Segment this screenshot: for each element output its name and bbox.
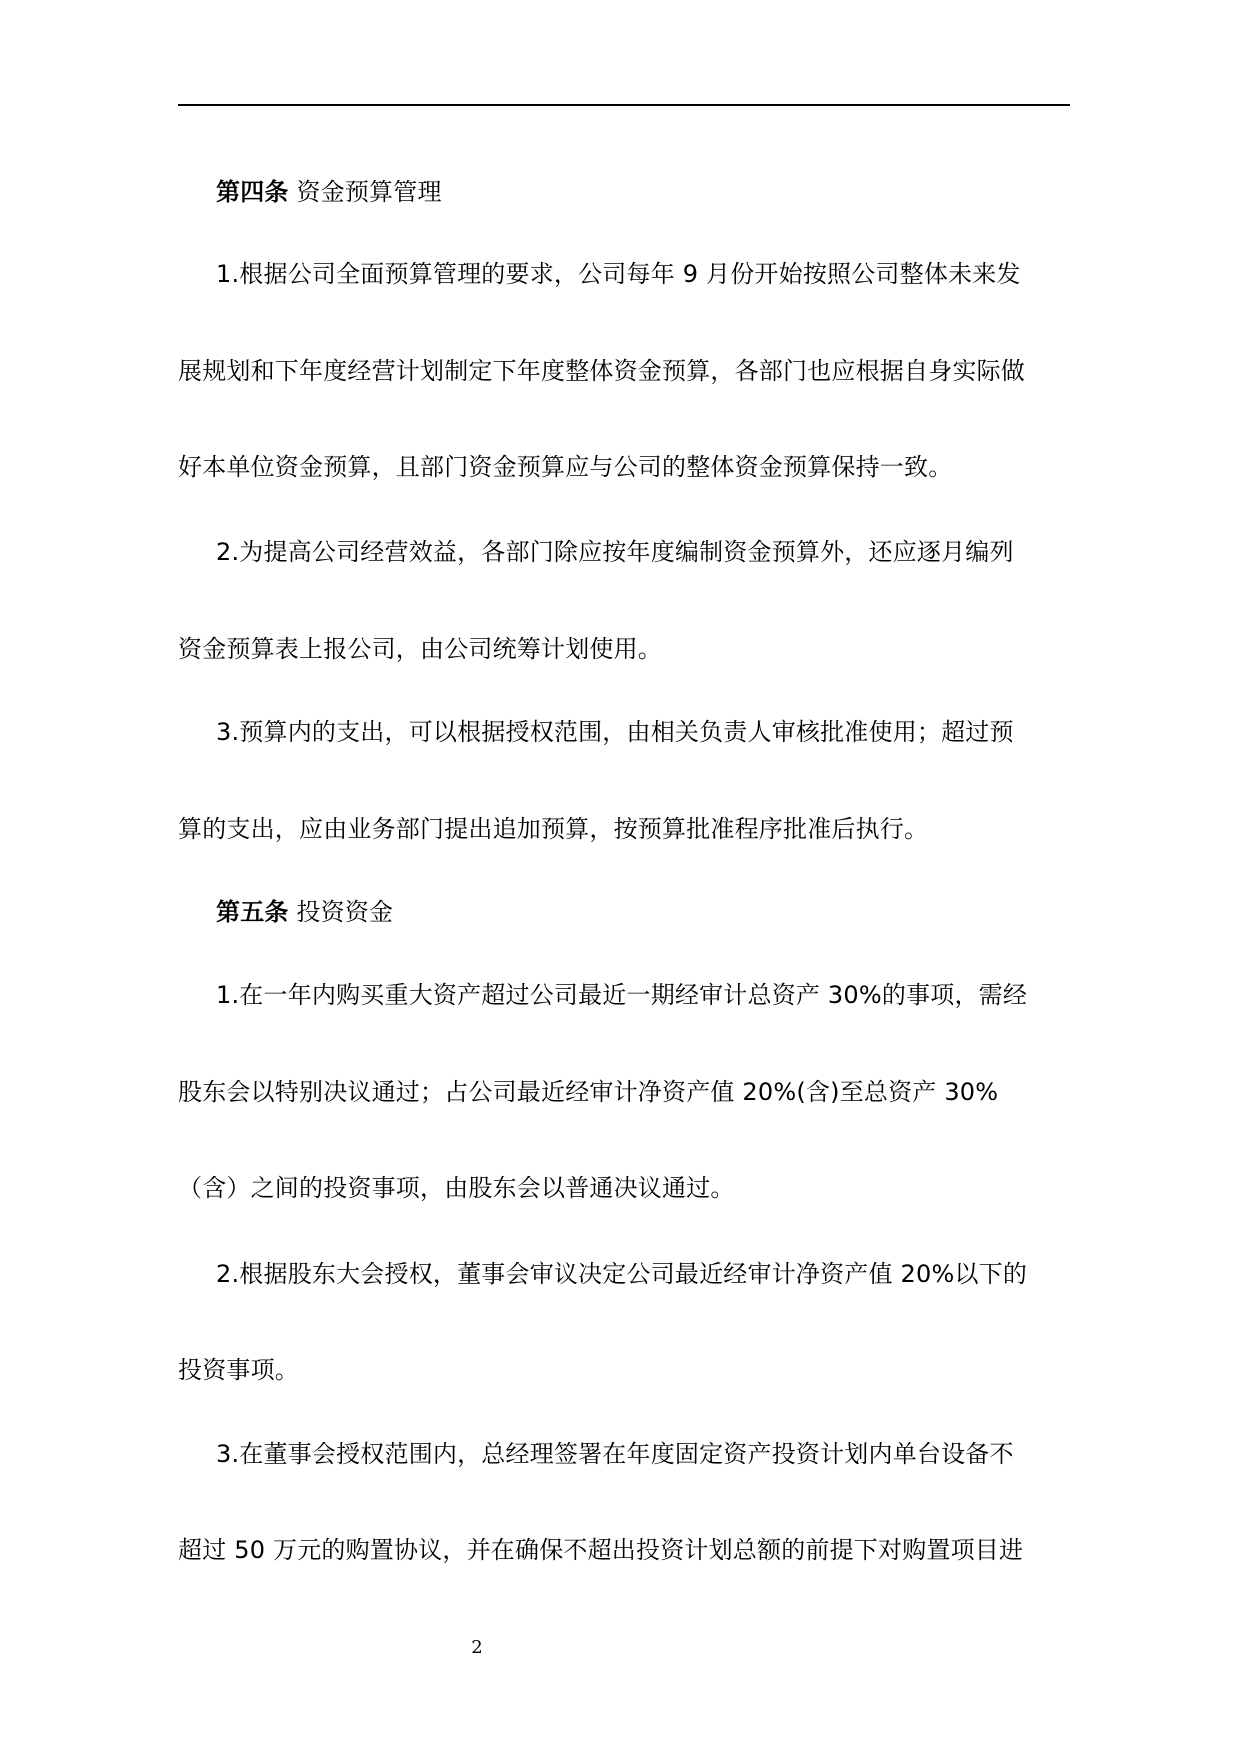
section4-heading-number: 第四条 (216, 178, 289, 206)
section4-p1-line2: 展规划和下年度经营计划制定下年度整体资金预算，各部门也应根据自身实际做 (178, 357, 1025, 385)
section5-p1-line2: 股东会以特别决议通过；占公司最近经审计净资产值 20%(含)至总资产 30% (178, 1078, 999, 1106)
section5-heading (216, 897, 393, 927)
section4-heading (216, 177, 442, 207)
section5-heading-number: 第五条 (216, 898, 289, 926)
section4-p2-line1: 2.为提高公司经营效益，各部门除应按年度编制资金预算外，还应逐月编列 (216, 538, 1014, 566)
section5-p3-line2: 超过 50 万元的购置协议，并在确保不超出投资计划总额的前提下对购置项目进 (178, 1536, 1024, 1564)
header-rule (178, 104, 1070, 106)
section5-p3-line1: 3.在董事会授权范围内，总经理签署在年度固定资产投资计划内单台设备不 (216, 1440, 1014, 1468)
section5-p2-line2: 投资事项。 (178, 1356, 299, 1384)
section4-p3-line1: 3.预算内的支出，可以根据授权范围，由相关负责人审核批准使用；超过预 (216, 718, 1014, 746)
section5-p1-line3: （含）之间的投资事项，由股东会以普通决议通过。 (178, 1174, 735, 1202)
section4-p2-line2: 资金预算表上报公司，由公司统筹计划使用。 (178, 635, 662, 663)
page-number: 2 (471, 1637, 483, 1658)
section4-p3-line2: 算的支出，应由业务部门提出追加预算，按预算批准程序批准后执行。 (178, 815, 929, 843)
section5-p2-line1: 2.根据股东大会授权，董事会审议决定公司最近经审计净资产值 20%以下的 (216, 1260, 1028, 1288)
section5-p1-line1: 1.在一年内购买重大资产超过公司最近一期经审计总资产 30%的事项，需经 (216, 981, 1028, 1009)
section4-p1-line3: 好本单位资金预算，且部门资金预算应与公司的整体资金预算保持一致。 (178, 453, 953, 481)
section4-p1-line1: 1.根据公司全面预算管理的要求，公司每年 9 月份开始按照公司整体未来发 (216, 260, 1021, 288)
section4-heading-title: 资金预算管理 (296, 178, 442, 206)
section5-heading-title: 投资资金 (296, 898, 394, 926)
